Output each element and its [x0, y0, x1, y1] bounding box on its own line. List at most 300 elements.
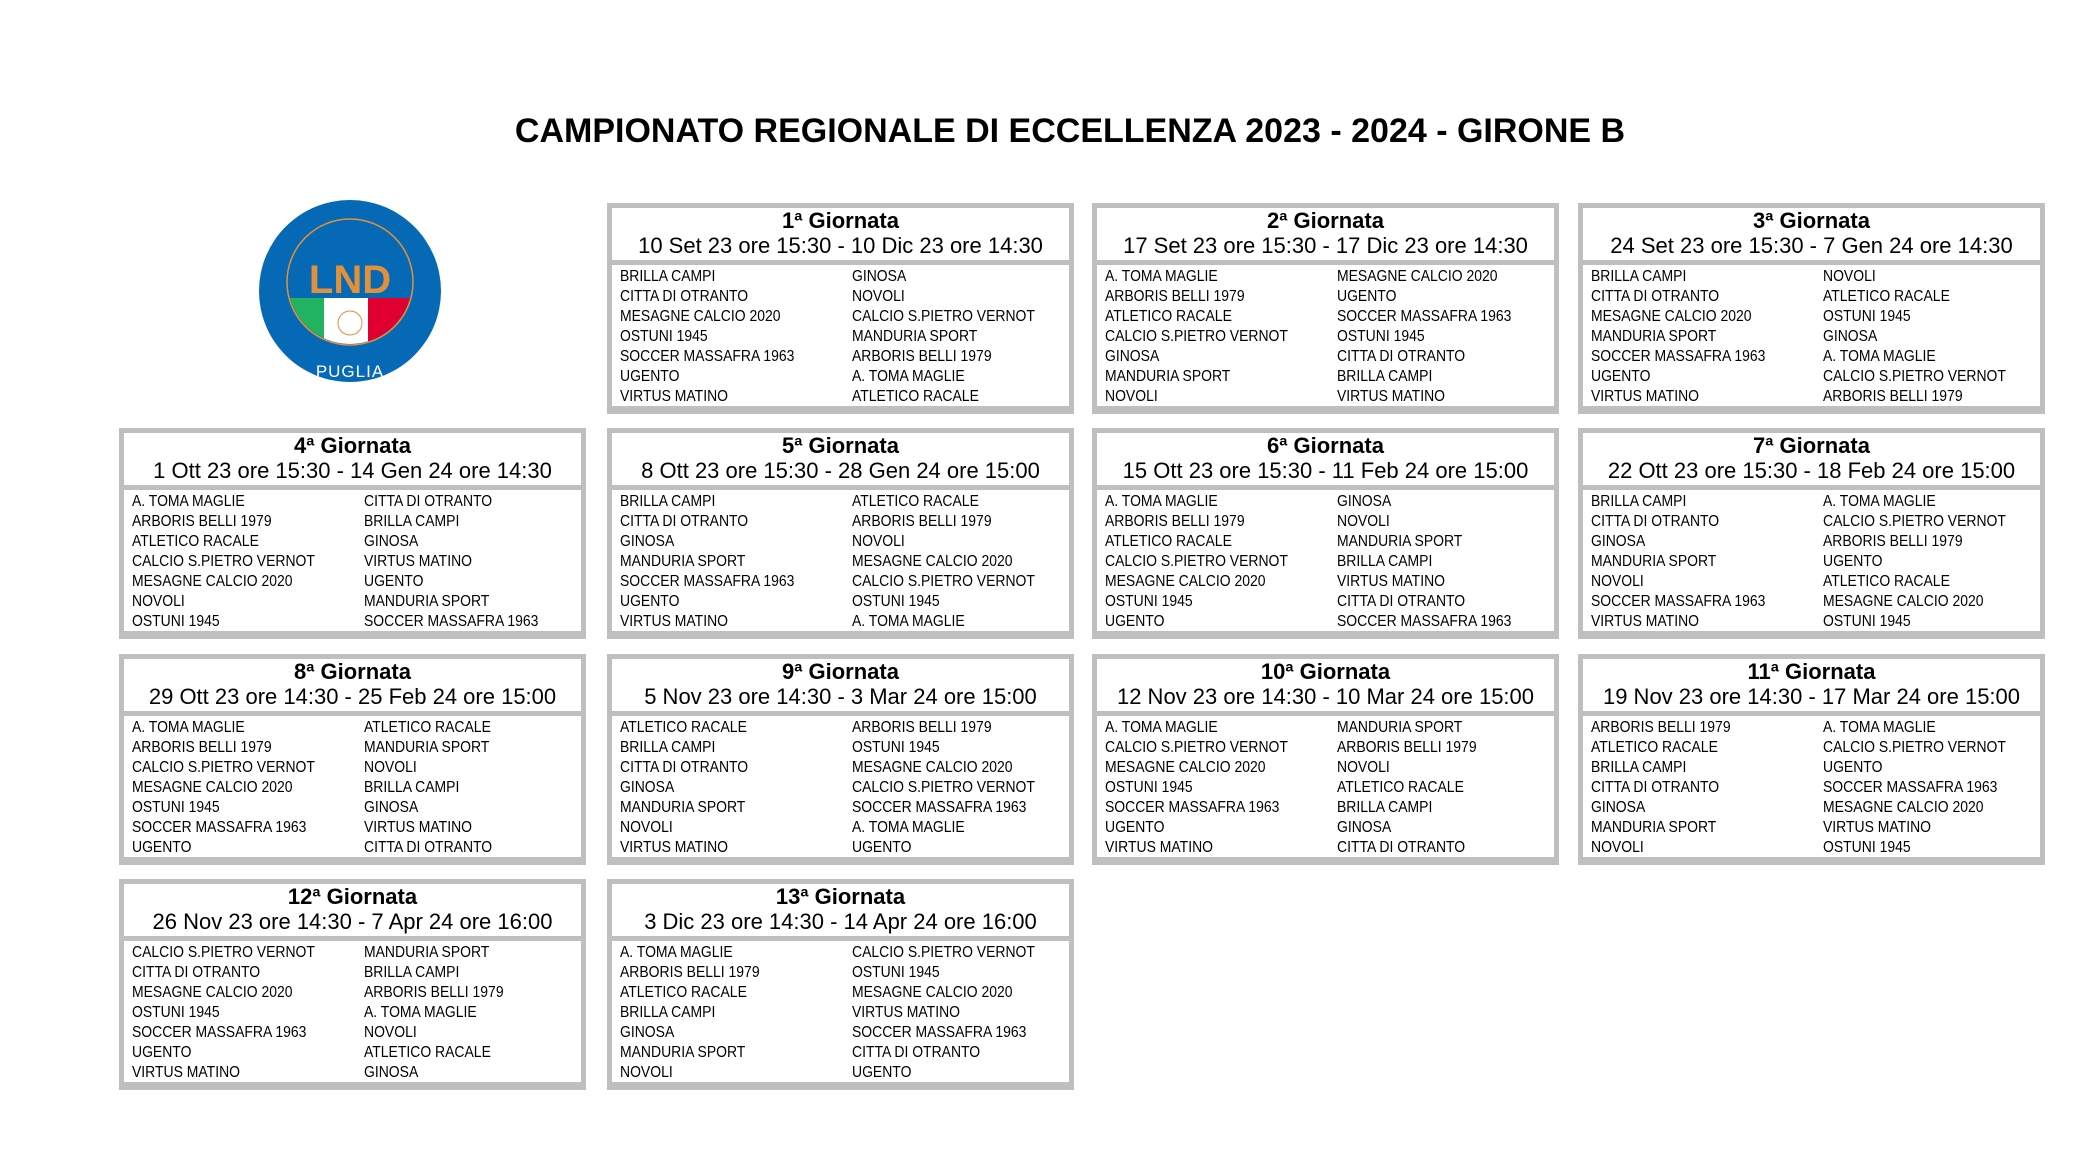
home-team: NOVOLI — [620, 819, 673, 836]
match-row — [1097, 572, 1554, 592]
match-row — [612, 838, 1069, 858]
round-card — [607, 203, 1074, 414]
match-row — [1097, 307, 1554, 327]
match-row — [1583, 718, 2040, 738]
home-team: ARBORIS BELLI 1979 — [132, 739, 272, 756]
match-row — [612, 758, 1069, 778]
home-team: CITTA DI OTRANTO — [1591, 513, 1720, 530]
away-team: ARBORIS BELLI 1979 — [1823, 533, 1963, 550]
round-header — [124, 884, 581, 936]
match-list — [124, 716, 581, 857]
away-team: ARBORIS BELLI 1979 — [852, 719, 992, 736]
home-team: UGENTO — [1105, 819, 1165, 836]
home-team: CALCIO S.PIETRO VERNOT — [1105, 328, 1288, 345]
match-row — [612, 267, 1069, 287]
away-team: VIRTUS MATINO — [1337, 388, 1445, 405]
round-card — [1578, 654, 2045, 865]
away-team: ARBORIS BELLI 1979 — [1337, 739, 1477, 756]
match-list — [1097, 265, 1554, 406]
away-team: MANDURIA SPORT — [1337, 533, 1463, 550]
away-team: GINOSA — [1823, 328, 1878, 345]
round-date: 12 Nov 23 ore 14:30 - 10 Mar 24 ore 15:00 — [1116, 684, 1535, 709]
home-team: UGENTO — [132, 1044, 192, 1061]
away-team: CITTA DI OTRANTO — [1337, 348, 1466, 365]
away-team: BRILLA CAMPI — [364, 513, 460, 530]
round-title: 4ª Giornata — [294, 433, 411, 458]
match-row — [1097, 287, 1554, 307]
match-row — [1583, 572, 2040, 592]
round-title: 7ª Giornata — [1753, 433, 1870, 458]
round-header — [612, 208, 1069, 260]
round-card — [607, 654, 1074, 865]
round-card — [119, 428, 586, 639]
away-team: ARBORIS BELLI 1979 — [852, 348, 992, 365]
away-team: A. TOMA MAGLIE — [852, 613, 965, 630]
away-team: NOVOLI — [852, 533, 905, 550]
away-team: CALCIO S.PIETRO VERNOT — [1823, 739, 2006, 756]
home-team: VIRTUS MATINO — [620, 839, 728, 856]
match-row — [124, 572, 581, 592]
away-team: NOVOLI — [364, 759, 417, 776]
match-row — [1097, 718, 1554, 738]
home-team: A. TOMA MAGLIE — [132, 493, 245, 510]
home-team: A. TOMA MAGLIE — [132, 719, 245, 736]
match-row — [1097, 818, 1554, 838]
match-row — [612, 367, 1069, 387]
match-row — [124, 512, 581, 532]
home-team: OSTUNI 1945 — [1105, 593, 1193, 610]
away-team: CALCIO S.PIETRO VERNOT — [852, 308, 1035, 325]
match-row — [124, 1023, 581, 1043]
home-team: MESAGNE CALCIO 2020 — [132, 779, 293, 796]
home-team: ARBORIS BELLI 1979 — [1105, 288, 1245, 305]
lnd-puglia-logo — [258, 199, 442, 383]
home-team: GINOSA — [620, 533, 675, 550]
away-team: MESAGNE CALCIO 2020 — [1823, 799, 1984, 816]
home-team: CITTA DI OTRANTO — [620, 759, 749, 776]
away-team: MESAGNE CALCIO 2020 — [1823, 593, 1984, 610]
round-date: 22 Ott 23 ore 15:30 - 18 Feb 24 ore 15:00 — [1607, 458, 2016, 483]
home-team: UGENTO — [132, 839, 192, 856]
away-team: SOCCER MASSAFRA 1963 — [1337, 308, 1512, 325]
away-team: UGENTO — [1337, 288, 1397, 305]
match-row — [612, 327, 1069, 347]
round-title: 2ª Giornata — [1267, 208, 1384, 233]
home-team: CALCIO S.PIETRO VERNOT — [132, 944, 315, 961]
round-header — [124, 433, 581, 485]
home-team: ARBORIS BELLI 1979 — [620, 964, 760, 981]
match-row — [1583, 552, 2040, 572]
away-team: MESAGNE CALCIO 2020 — [852, 984, 1013, 1001]
away-team: VIRTUS MATINO — [364, 553, 472, 570]
home-team: CITTA DI OTRANTO — [132, 964, 261, 981]
match-row — [612, 818, 1069, 838]
match-row — [1583, 512, 2040, 532]
match-row — [124, 738, 581, 758]
match-row — [612, 612, 1069, 632]
away-team: A. TOMA MAGLIE — [852, 368, 965, 385]
away-team: OSTUNI 1945 — [1337, 328, 1425, 345]
match-row — [612, 307, 1069, 327]
home-team: ARBORIS BELLI 1979 — [1591, 719, 1731, 736]
round-card — [607, 879, 1074, 1090]
away-team: CITTA DI OTRANTO — [364, 839, 493, 856]
away-team: UGENTO — [1823, 553, 1883, 570]
away-team: GINOSA — [364, 799, 419, 816]
home-team: BRILLA CAMPI — [620, 1004, 716, 1021]
home-team: NOVOLI — [1591, 573, 1644, 590]
home-team: MANDURIA SPORT — [1105, 368, 1231, 385]
away-team: ATLETICO RACALE — [852, 493, 979, 510]
match-row — [1097, 778, 1554, 798]
match-row — [612, 572, 1069, 592]
round-header — [1583, 208, 2040, 260]
match-row — [612, 798, 1069, 818]
away-team: OSTUNI 1945 — [852, 964, 940, 981]
home-team: SOCCER MASSAFRA 1963 — [1591, 593, 1766, 610]
home-team: SOCCER MASSAFRA 1963 — [620, 348, 795, 365]
round-date: 15 Ott 23 ore 15:30 - 11 Feb 24 ore 15:00 — [1122, 458, 1529, 483]
away-team: CITTA DI OTRANTO — [1337, 839, 1466, 856]
match-list — [1583, 716, 2040, 857]
away-team: NOVOLI — [1823, 268, 1876, 285]
away-team: CALCIO S.PIETRO VERNOT — [852, 779, 1035, 796]
home-team: OSTUNI 1945 — [1105, 779, 1193, 796]
match-row — [1097, 367, 1554, 387]
home-team: ARBORIS BELLI 1979 — [1105, 513, 1245, 530]
home-team: SOCCER MASSAFRA 1963 — [132, 1024, 307, 1041]
match-row — [612, 1023, 1069, 1043]
home-team: VIRTUS MATINO — [132, 1064, 240, 1081]
round-date: 26 Nov 23 ore 14:30 - 7 Apr 24 ore 16:00 — [152, 909, 553, 934]
away-team: OSTUNI 1945 — [1823, 613, 1911, 630]
home-team: OSTUNI 1945 — [132, 799, 220, 816]
away-team: ATLETICO RACALE — [852, 388, 979, 405]
away-team: VIRTUS MATINO — [852, 1004, 960, 1021]
away-team: ARBORIS BELLI 1979 — [364, 984, 504, 1001]
round-header — [1097, 659, 1554, 711]
home-team: NOVOLI — [132, 593, 185, 610]
match-row — [1097, 267, 1554, 287]
page-title: CAMPIONATO REGIONALE DI ECCELLENZA 2023 - 2024 - GIRONE B — [514, 112, 1626, 150]
match-row — [1583, 327, 2040, 347]
round-date: 1 Ott 23 ore 15:30 - 14 Gen 24 ore 14:30 — [153, 458, 552, 483]
away-team: A. TOMA MAGLIE — [1823, 348, 1936, 365]
match-row — [612, 778, 1069, 798]
away-team: A. TOMA MAGLIE — [852, 819, 965, 836]
away-team: MANDURIA SPORT — [1337, 719, 1463, 736]
home-team: SOCCER MASSAFRA 1963 — [620, 573, 795, 590]
match-list — [1097, 716, 1554, 857]
round-card — [607, 428, 1074, 639]
round-title: 3ª Giornata — [1753, 208, 1870, 233]
home-team: GINOSA — [620, 779, 675, 796]
away-team: NOVOLI — [1337, 759, 1390, 776]
home-team: UGENTO — [620, 368, 680, 385]
match-row — [1097, 738, 1554, 758]
home-team: ATLETICO RACALE — [132, 533, 259, 550]
round-date: 29 Ott 23 ore 14:30 - 25 Feb 24 ore 15:00 — [148, 684, 557, 709]
match-list — [612, 941, 1069, 1082]
home-team: OSTUNI 1945 — [132, 1004, 220, 1021]
home-team: CITTA DI OTRANTO — [1591, 288, 1720, 305]
match-row — [124, 552, 581, 572]
home-team: CITTA DI OTRANTO — [620, 513, 749, 530]
home-team: GINOSA — [1105, 348, 1160, 365]
home-team: MESAGNE CALCIO 2020 — [132, 573, 293, 590]
match-row — [124, 963, 581, 983]
match-row — [1583, 612, 2040, 632]
round-date: 24 Set 23 ore 15:30 - 7 Gen 24 ore 14:30 — [1610, 233, 2013, 258]
match-row — [124, 943, 581, 963]
away-team: OSTUNI 1945 — [852, 593, 940, 610]
round-title: 11ª Giornata — [1747, 659, 1876, 684]
home-team: NOVOLI — [1591, 839, 1644, 856]
round-card — [1092, 428, 1559, 639]
round-date: 3 Dic 23 ore 14:30 - 14 Apr 24 ore 16:00 — [644, 909, 1037, 934]
away-team: ARBORIS BELLI 1979 — [852, 513, 992, 530]
home-team: CALCIO S.PIETRO VERNOT — [132, 759, 315, 776]
round-title: 9ª Giornata — [782, 659, 899, 684]
match-row — [1583, 738, 2040, 758]
home-team: UGENTO — [1105, 613, 1165, 630]
match-row — [124, 1043, 581, 1063]
away-team: CITTA DI OTRANTO — [1337, 593, 1466, 610]
home-team: BRILLA CAMPI — [1591, 759, 1687, 776]
home-team: VIRTUS MATINO — [620, 613, 728, 630]
round-header — [612, 884, 1069, 936]
match-row — [1097, 612, 1554, 632]
match-row — [1583, 838, 2040, 858]
home-team: ATLETICO RACALE — [620, 984, 747, 1001]
match-row — [1583, 778, 2040, 798]
away-team: ATLETICO RACALE — [1823, 573, 1950, 590]
away-team: ARBORIS BELLI 1979 — [1823, 388, 1963, 405]
round-card — [1092, 203, 1559, 414]
match-row — [1583, 307, 2040, 327]
away-team: VIRTUS MATINO — [364, 819, 472, 836]
away-team: SOCCER MASSAFRA 1963 — [852, 1024, 1027, 1041]
match-list — [1097, 490, 1554, 631]
match-row — [1097, 552, 1554, 572]
away-team: NOVOLI — [852, 288, 905, 305]
svg-text:PUGLIA: PUGLIA — [315, 362, 385, 381]
match-row — [124, 492, 581, 512]
match-row — [124, 778, 581, 798]
match-row — [612, 1043, 1069, 1063]
match-row — [612, 963, 1069, 983]
home-team: MESAGNE CALCIO 2020 — [1105, 759, 1266, 776]
away-team: NOVOLI — [1337, 513, 1390, 530]
match-row — [1583, 347, 2040, 367]
home-team: SOCCER MASSAFRA 1963 — [132, 819, 307, 836]
match-row — [612, 347, 1069, 367]
match-row — [124, 1003, 581, 1023]
match-row — [124, 612, 581, 632]
round-header — [1097, 433, 1554, 485]
match-row — [1583, 758, 2040, 778]
match-row — [1097, 838, 1554, 858]
away-team: GINOSA — [364, 1064, 419, 1081]
home-team: MANDURIA SPORT — [620, 553, 746, 570]
away-team: VIRTUS MATINO — [1823, 819, 1931, 836]
home-team: CALCIO S.PIETRO VERNOT — [1105, 739, 1288, 756]
match-list — [1583, 490, 2040, 631]
round-title: 1ª Giornata — [782, 208, 899, 233]
round-date: 10 Set 23 ore 15:30 - 10 Dic 23 ore 14:30 — [638, 233, 1043, 258]
svg-text:LND: LND — [308, 258, 392, 302]
match-row — [1097, 387, 1554, 407]
match-row — [1583, 798, 2040, 818]
home-team: BRILLA CAMPI — [620, 268, 716, 285]
home-team: VIRTUS MATINO — [1591, 613, 1699, 630]
round-card — [119, 879, 586, 1090]
away-team: VIRTUS MATINO — [1337, 573, 1445, 590]
home-team: GINOSA — [1591, 799, 1646, 816]
round-card — [119, 654, 586, 865]
away-team: MANDURIA SPORT — [364, 944, 490, 961]
home-team: VIRTUS MATINO — [1105, 839, 1213, 856]
home-team: MANDURIA SPORT — [620, 799, 746, 816]
round-title: 6ª Giornata — [1267, 433, 1384, 458]
home-team: MANDURIA SPORT — [620, 1044, 746, 1061]
away-team: GINOSA — [852, 268, 907, 285]
home-team: ATLETICO RACALE — [620, 719, 747, 736]
match-row — [612, 718, 1069, 738]
away-team: A. TOMA MAGLIE — [1823, 493, 1936, 510]
away-team: A. TOMA MAGLIE — [364, 1004, 477, 1021]
home-team: CITTA DI OTRANTO — [620, 288, 749, 305]
home-team: OSTUNI 1945 — [132, 613, 220, 630]
match-row — [612, 287, 1069, 307]
away-team: MANDURIA SPORT — [852, 328, 978, 345]
away-team: CITTA DI OTRANTO — [852, 1044, 981, 1061]
match-list — [612, 265, 1069, 406]
home-team: MESAGNE CALCIO 2020 — [1105, 573, 1266, 590]
round-title: 5ª Giornata — [782, 433, 899, 458]
match-row — [612, 1063, 1069, 1083]
away-team: CALCIO S.PIETRO VERNOT — [852, 944, 1035, 961]
round-date: 19 Nov 23 ore 14:30 - 17 Mar 24 ore 15:00 — [1602, 684, 2021, 709]
away-team: UGENTO — [364, 573, 424, 590]
away-team: SOCCER MASSAFRA 1963 — [1337, 613, 1512, 630]
match-row — [612, 387, 1069, 407]
away-team: SOCCER MASSAFRA 1963 — [364, 613, 539, 630]
home-team: ATLETICO RACALE — [1105, 308, 1232, 325]
home-team: MESAGNE CALCIO 2020 — [620, 308, 781, 325]
home-team: ATLETICO RACALE — [1105, 533, 1232, 550]
match-row — [1097, 327, 1554, 347]
away-team: SOCCER MASSAFRA 1963 — [852, 799, 1027, 816]
away-team: BRILLA CAMPI — [1337, 799, 1433, 816]
away-team: GINOSA — [1337, 819, 1392, 836]
match-row — [612, 943, 1069, 963]
match-row — [124, 718, 581, 738]
match-row — [1097, 492, 1554, 512]
match-row — [124, 798, 581, 818]
match-row — [124, 1063, 581, 1083]
home-team: BRILLA CAMPI — [1591, 493, 1687, 510]
round-header — [124, 659, 581, 711]
home-team: OSTUNI 1945 — [620, 328, 708, 345]
match-row — [124, 983, 581, 1003]
home-team: GINOSA — [1591, 533, 1646, 550]
away-team: OSTUNI 1945 — [1823, 308, 1911, 325]
away-team: UGENTO — [1823, 759, 1883, 776]
home-team: MESAGNE CALCIO 2020 — [1591, 308, 1752, 325]
home-team: BRILLA CAMPI — [1591, 268, 1687, 285]
match-list — [1583, 265, 2040, 406]
home-team: SOCCER MASSAFRA 1963 — [1591, 348, 1766, 365]
match-row — [1097, 532, 1554, 552]
match-row — [1583, 592, 2040, 612]
match-row — [612, 983, 1069, 1003]
match-row — [124, 758, 581, 778]
round-date: 17 Set 23 ore 15:30 - 17 Dic 23 ore 14:30 — [1123, 233, 1528, 258]
home-team: NOVOLI — [1105, 388, 1158, 405]
away-team: GINOSA — [1337, 493, 1392, 510]
match-list — [124, 941, 581, 1082]
away-team: SOCCER MASSAFRA 1963 — [1823, 779, 1998, 796]
home-team: MANDURIA SPORT — [1591, 819, 1717, 836]
home-team: BRILLA CAMPI — [620, 739, 716, 756]
home-team: SOCCER MASSAFRA 1963 — [1105, 799, 1280, 816]
away-team: CALCIO S.PIETRO VERNOT — [852, 573, 1035, 590]
round-title: 12ª Giornata — [287, 884, 418, 909]
match-list — [612, 490, 1069, 631]
away-team: OSTUNI 1945 — [852, 739, 940, 756]
away-team: UGENTO — [852, 839, 912, 856]
match-row — [1097, 798, 1554, 818]
home-team: A. TOMA MAGLIE — [1105, 493, 1218, 510]
match-row — [1583, 267, 2040, 287]
match-row — [1097, 758, 1554, 778]
home-team: CALCIO S.PIETRO VERNOT — [132, 553, 315, 570]
home-team: GINOSA — [620, 1024, 675, 1041]
away-team: CALCIO S.PIETRO VERNOT — [1823, 513, 2006, 530]
round-date: 8 Ott 23 ore 15:30 - 28 Gen 24 ore 15:00 — [641, 458, 1040, 483]
away-team: MESAGNE CALCIO 2020 — [852, 759, 1013, 776]
away-team: BRILLA CAMPI — [364, 779, 460, 796]
away-team: BRILLA CAMPI — [1337, 368, 1433, 385]
round-title: 10ª Giornata — [1260, 659, 1391, 684]
match-row — [1583, 387, 2040, 407]
home-team: CITTA DI OTRANTO — [1591, 779, 1720, 796]
match-row — [124, 532, 581, 552]
away-team: MANDURIA SPORT — [364, 739, 490, 756]
round-header — [1097, 208, 1554, 260]
match-row — [1583, 367, 2040, 387]
home-team: A. TOMA MAGLIE — [1105, 719, 1218, 736]
home-team: VIRTUS MATINO — [1591, 388, 1699, 405]
away-team: A. TOMA MAGLIE — [1823, 719, 1936, 736]
match-row — [1583, 492, 2040, 512]
home-team: MESAGNE CALCIO 2020 — [132, 984, 293, 1001]
match-row — [612, 512, 1069, 532]
match-row — [1097, 512, 1554, 532]
match-list — [612, 716, 1069, 857]
away-team: ATLETICO RACALE — [364, 719, 491, 736]
home-team: BRILLA CAMPI — [620, 493, 716, 510]
match-row — [124, 818, 581, 838]
home-team: A. TOMA MAGLIE — [1105, 268, 1218, 285]
round-title: 8ª Giornata — [294, 659, 411, 684]
match-row — [1583, 287, 2040, 307]
round-title: 13ª Giornata — [775, 884, 906, 909]
round-card — [1092, 654, 1559, 865]
away-team: CITTA DI OTRANTO — [364, 493, 493, 510]
away-team: BRILLA CAMPI — [1337, 553, 1433, 570]
